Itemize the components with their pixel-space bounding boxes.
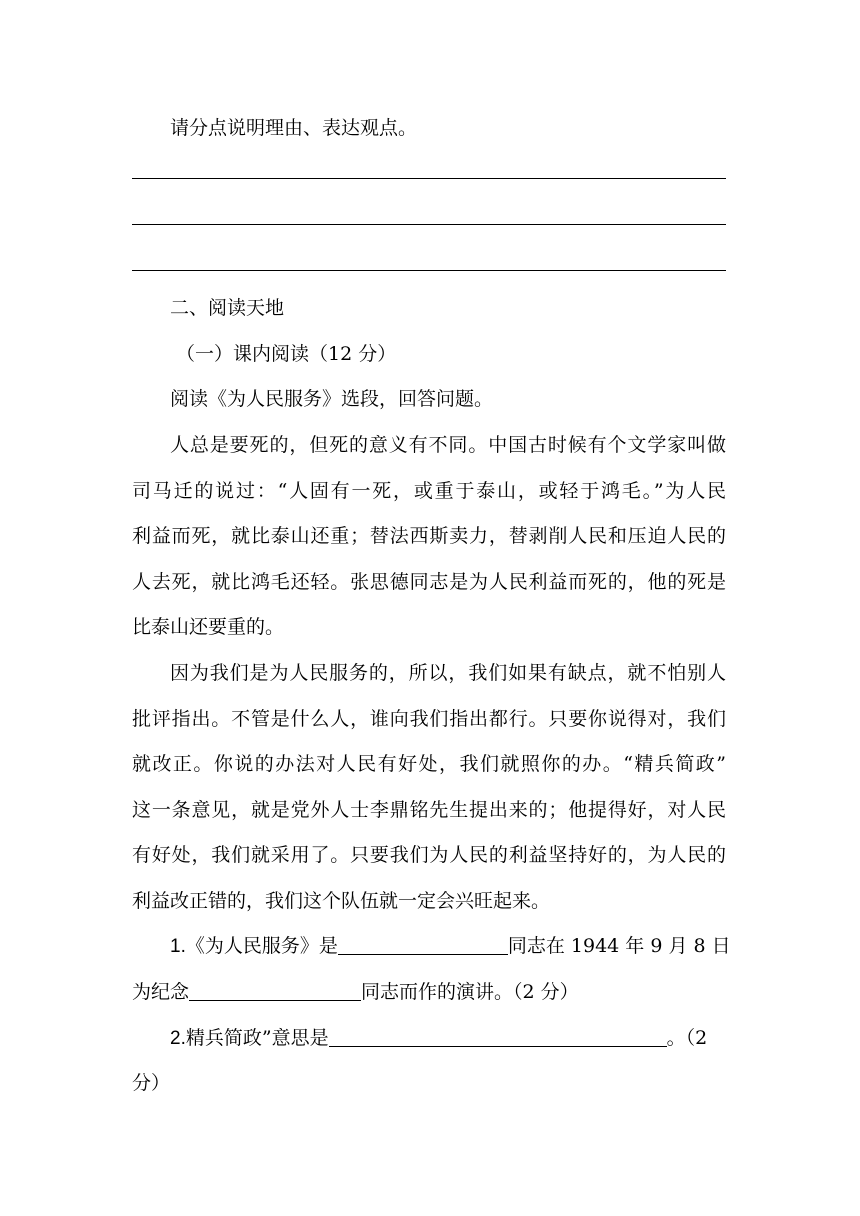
reading-instruction: 阅读《为人民服务》选段，回答问题。 [170,388,494,410]
question-1-blank-author[interactable] [338,934,508,955]
question-1-blank-person[interactable] [189,980,361,1001]
passage-p1-line-4: 人去死，就比鸿毛还轻。张思德同志是为人民利益而死的，他的死是 [132,571,726,593]
question-1-line-1 [170,934,731,959]
question-prompt: 请分点说明理由、表达观点。 [170,117,418,139]
passage-p2-line-4: 这一条意见，就是党外人士李鼎铭先生提出来的；他提得好，对人民 [132,799,726,821]
question-1-text-b: 同志在 1944 年 9 月 8 日 [507,935,731,957]
passage-p2-line-6: 利益改正错的，我们这个队伍就一定会兴旺起来。 [132,890,551,912]
passage-p1-line-1: 人总是要死的，但死的意义有不同。中国古时候有个文学家叫做 [170,434,726,456]
passage-p2-line-1: 因为我们是为人民服务的，所以，我们如果有缺点，就不怕别人 [170,662,726,684]
question-1-text-d: 同志而作的演讲。（2 分） [361,981,579,1003]
question-2-blank-meaning[interactable] [329,1026,667,1047]
question-2-text-b: 。（2 [666,1027,708,1049]
question-2-text-a: 精兵简政”意思是 [185,1027,329,1049]
passage-p2-line-2: 批评指出。不管是什么人，谁向我们指出都行。只要你说得对，我们 [132,708,726,730]
passage-p2-line-3: 就改正。你说的办法对人民有好处，我们就照你的办。“精兵简政” [132,753,726,775]
question-1-line-2 [132,980,726,1004]
answer-line-1[interactable] [132,178,726,179]
answer-line-2[interactable] [132,224,726,225]
passage-p1-line-3: 利益而死，就比泰山还重；替法西斯卖力，替剥削人民和压迫人民的 [132,525,726,547]
question-1-number: 1. [170,936,186,957]
question-1-text-c: 为纪念 [132,981,190,1003]
question-1-text-a: 《为人民服务》是 [185,935,338,957]
passage-p1-line-5: 比泰山还要重的。 [132,616,285,638]
subsection-title: （一）课内阅读（12 分） [176,343,397,365]
answer-line-3[interactable] [132,270,726,271]
passage-p1-line-2: 司马迁的说过：“人固有一死，或重于泰山，或轻于鸿毛。”为人民 [132,480,726,502]
question-2-number: 2. [170,1028,186,1049]
question-2-line-1 [170,1026,726,1051]
question-2-line-2: 分） [132,1072,171,1094]
passage-p2-line-5: 有好处，我们就采用了。只要我们为人民的利益坚持好的，为人民的 [132,844,726,866]
section-title: 二、阅读天地 [170,297,285,319]
